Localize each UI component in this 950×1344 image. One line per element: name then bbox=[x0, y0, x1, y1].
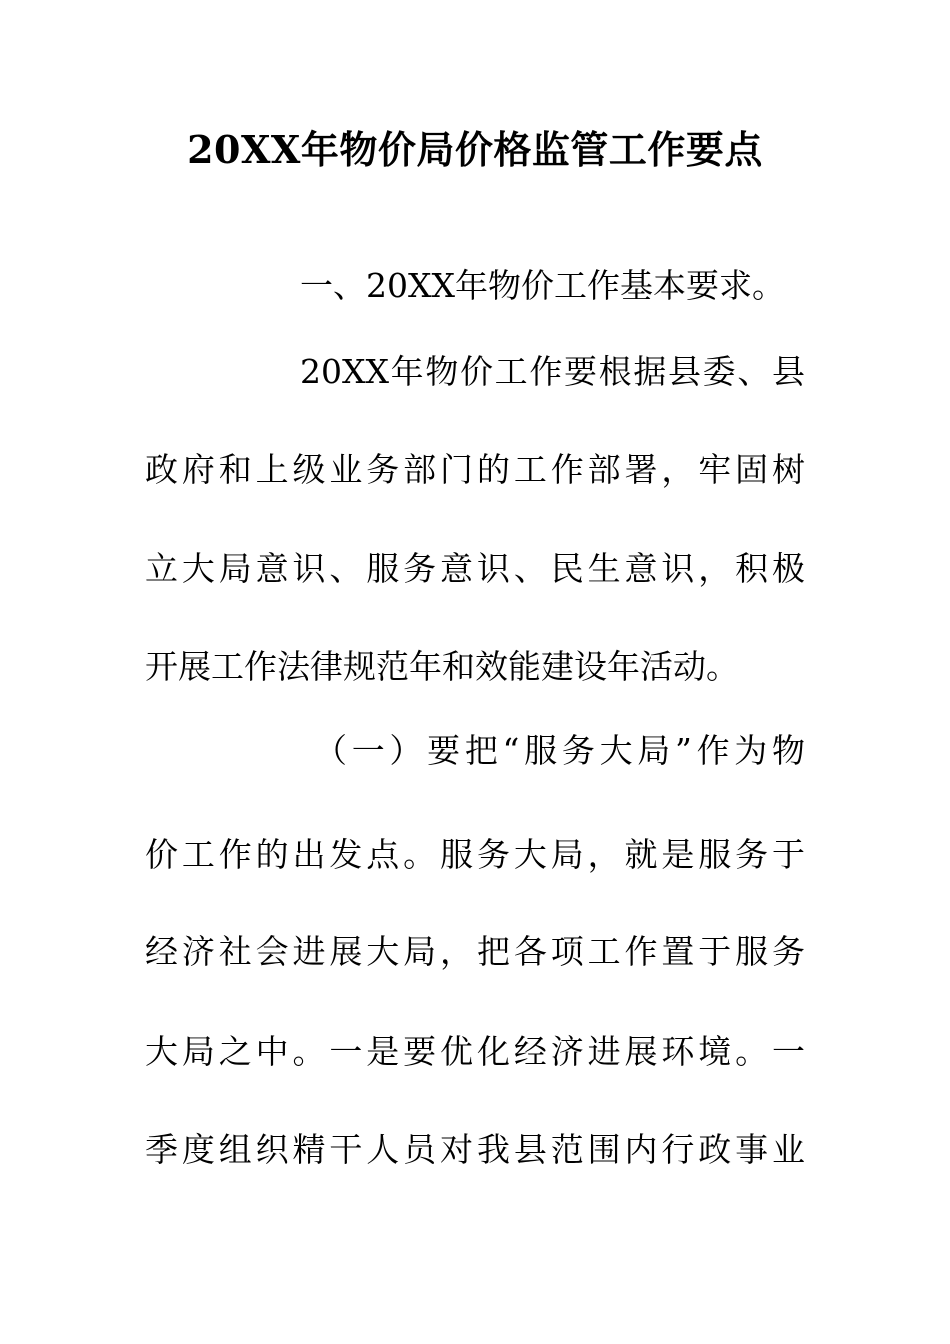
paragraph-line: 季度组织精干人员对我县范围内行政事业 bbox=[145, 1130, 805, 1169]
section-heading-basic-requirements: 一、20XX年物价工作基本要求。 bbox=[300, 266, 785, 305]
subsection-heading-serve-overall: （一）要把“服务大局”作为物 bbox=[314, 731, 805, 770]
paragraph-line: 20XX年物价工作要根据县委、县 bbox=[300, 352, 805, 391]
paragraph-line: 开展工作法律规范年和效能建设年活动。 bbox=[145, 647, 739, 686]
paragraph-line: 政府和上级业务部门的工作部署，牢固树 bbox=[145, 450, 805, 489]
document-title: 20XX年物价局价格监管工作要点 bbox=[187, 127, 763, 172]
paragraph-line: 经济社会进展大局，把各项工作置于服务 bbox=[145, 932, 805, 971]
paragraph-line: 大局之中。一是要优化经济进展环境。一 bbox=[145, 1032, 805, 1071]
paragraph-line: 价工作的出发点。服务大局，就是服务于 bbox=[145, 835, 805, 874]
paragraph-line: 立大局意识、服务意识、民生意识，积极 bbox=[145, 549, 805, 588]
